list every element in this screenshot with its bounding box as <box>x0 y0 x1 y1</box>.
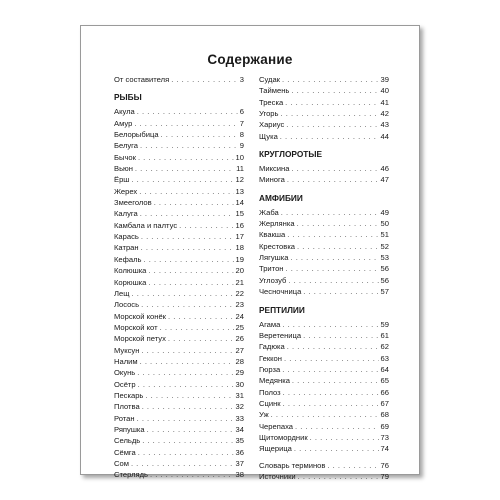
page-title: Содержание <box>207 52 293 67</box>
toc-entry-page: 30 <box>235 379 244 389</box>
toc-entry-name: Черепаха <box>259 421 294 431</box>
toc-entry-name: Белуга <box>114 141 139 151</box>
toc-entry[interactable] <box>114 106 244 117</box>
toc-entry[interactable] <box>114 152 244 163</box>
toc-entry[interactable] <box>259 174 389 185</box>
dot-leader <box>287 229 378 240</box>
toc-entry-name: Морской петух <box>114 334 166 344</box>
toc-entry[interactable] <box>114 174 244 185</box>
toc-entry-page: 73 <box>380 432 389 442</box>
toc-entry-page: 13 <box>235 186 244 196</box>
toc-entry-name: Калуга <box>114 209 138 219</box>
toc-entry-page: 63 <box>380 353 389 363</box>
toc-entry-name: Корюшка <box>114 277 147 287</box>
toc-entry-page: 64 <box>380 364 389 374</box>
dot-leader <box>287 174 379 185</box>
toc-entry-name: Щитомордник <box>259 432 308 442</box>
toc-entry-page: 39 <box>380 75 389 84</box>
dot-leader <box>282 364 378 375</box>
dot-leader <box>179 220 233 231</box>
toc-entry[interactable] <box>259 163 389 174</box>
dot-leader <box>287 341 379 352</box>
toc-entry-page: 9 <box>239 141 244 151</box>
toc-entry-page: 33 <box>235 413 244 423</box>
toc-entry[interactable] <box>259 263 389 274</box>
dot-leader <box>285 97 378 108</box>
dot-leader <box>286 119 378 130</box>
toc-entry-page: 29 <box>235 368 244 378</box>
toc-entry[interactable] <box>114 242 244 253</box>
toc-entry[interactable] <box>114 74 244 85</box>
toc-entry[interactable] <box>259 375 389 386</box>
toc-entry-page: 41 <box>380 97 389 107</box>
dot-leader <box>140 208 234 219</box>
toc-entry-page: 46 <box>380 164 389 174</box>
dot-leader <box>160 322 234 333</box>
toc-list <box>259 74 389 142</box>
toc-entry[interactable] <box>114 197 244 208</box>
toc-entry-page: 15 <box>235 209 244 219</box>
toc-entry-name: Сельдь <box>114 436 141 446</box>
dot-leader <box>298 471 379 482</box>
dot-leader <box>281 108 379 119</box>
dot-leader <box>138 447 234 458</box>
toc-list <box>259 207 389 298</box>
toc-entry-page: 67 <box>380 398 389 408</box>
section-heading: КРУГЛОРОТЫЕ <box>259 149 323 160</box>
toc-entry[interactable] <box>259 364 389 375</box>
dot-leader <box>137 367 233 378</box>
toc-entry[interactable] <box>114 231 244 242</box>
toc-entry-name: Лещ <box>114 288 130 298</box>
toc-entry-page: 21 <box>235 277 244 287</box>
toc-entry[interactable] <box>259 97 389 108</box>
toc-entry-page: 74 <box>380 444 389 454</box>
dot-leader <box>303 286 378 297</box>
dot-leader <box>284 353 379 364</box>
toc-entry-name: Камбала и палтус <box>114 220 178 230</box>
toc-entry-name: Жаба <box>259 207 279 217</box>
dot-leader <box>142 435 233 446</box>
toc-entry[interactable] <box>259 471 389 482</box>
toc-entry[interactable] <box>259 421 389 432</box>
toc-entry-page: 44 <box>380 131 389 141</box>
toc-entry[interactable] <box>114 288 244 299</box>
toc-entry-page: 59 <box>380 319 389 329</box>
toc-entry[interactable] <box>259 341 389 352</box>
toc-entry-page: 16 <box>235 220 244 230</box>
toc-entry-page: 43 <box>380 120 389 130</box>
dot-leader <box>271 409 379 420</box>
dot-leader <box>161 129 238 140</box>
toc-entry[interactable] <box>259 74 389 85</box>
toc-entry-name: Веретеница <box>259 330 302 340</box>
toc-entry[interactable] <box>259 460 389 471</box>
dot-leader <box>171 74 238 85</box>
toc-entry[interactable] <box>114 367 244 378</box>
dot-leader <box>290 252 378 263</box>
dot-leader <box>295 421 379 432</box>
toc-entry[interactable] <box>259 119 389 130</box>
toc-entry-name: Морской кот <box>114 322 158 332</box>
toc-entry-name: Морской конёк <box>114 311 167 321</box>
toc-entry-page: 34 <box>235 424 244 434</box>
toc-list <box>259 163 389 186</box>
toc-entry-name: Кефаль <box>114 254 142 264</box>
toc-entry-name: Пескарь <box>114 390 144 400</box>
toc-entry-page: 36 <box>235 447 244 457</box>
toc-entry-page: 52 <box>380 241 389 251</box>
toc-entry[interactable] <box>114 299 244 310</box>
toc-entry-name: Гадюка <box>259 342 285 352</box>
toc-entry-name: Источники <box>259 471 296 481</box>
toc-entry-page: 53 <box>380 253 389 263</box>
dot-leader <box>154 197 234 208</box>
dot-leader <box>283 387 379 398</box>
toc-entry-page: 12 <box>235 175 244 185</box>
dot-leader <box>294 443 379 454</box>
toc-entry[interactable] <box>259 398 389 409</box>
toc-entry-page: 3 <box>239 75 244 84</box>
toc-entry-page: 27 <box>235 345 244 355</box>
toc-entry[interactable] <box>114 435 244 446</box>
toc-entry[interactable] <box>259 131 389 142</box>
toc-entry-name: Агама <box>259 319 281 329</box>
toc-list <box>114 106 244 480</box>
toc-entry-name: Катран <box>114 243 139 253</box>
toc-entry-name: Амур <box>114 118 133 128</box>
toc-entry[interactable] <box>114 401 244 412</box>
dot-leader <box>291 85 378 96</box>
toc-entry[interactable] <box>114 220 244 231</box>
book-page <box>80 25 420 481</box>
toc-entry-name: Полоз <box>259 387 281 397</box>
dot-leader <box>137 413 234 424</box>
toc-entry-name: Квакша <box>259 230 286 240</box>
toc-entry-name: Хариус <box>259 120 285 130</box>
toc-entry-name: Сёмга <box>114 447 136 457</box>
toc-entry[interactable] <box>259 218 389 229</box>
dot-leader <box>148 277 233 288</box>
dot-leader <box>168 333 234 344</box>
toc-entry-page: 14 <box>235 198 244 208</box>
dot-leader <box>168 311 234 322</box>
toc-entry[interactable] <box>259 85 389 96</box>
toc-entry[interactable] <box>114 118 244 129</box>
toc-entry-page: 19 <box>235 254 244 264</box>
toc-entry[interactable] <box>259 241 389 252</box>
dot-leader <box>282 319 378 330</box>
dot-leader <box>280 131 379 142</box>
dot-leader <box>138 379 234 390</box>
toc-entry-page: 50 <box>380 219 389 229</box>
toc-entry-page: 66 <box>380 387 389 397</box>
toc-entry-name: Сцинк <box>259 398 281 408</box>
toc-entry[interactable] <box>259 286 389 297</box>
toc-entry-name: Налим <box>114 356 138 366</box>
toc-entry-page: 76 <box>380 460 389 470</box>
section-heading: РЫБЫ <box>114 92 142 103</box>
dot-leader <box>288 275 378 286</box>
toc-entry-name: Гюрза <box>259 364 281 374</box>
toc-entry-page: 37 <box>235 459 244 468</box>
section-heading: РЕПТИЛИИ <box>259 304 305 315</box>
toc-entry-name: Акула <box>114 107 135 117</box>
dot-leader <box>135 163 234 174</box>
dot-leader <box>281 207 379 218</box>
toc-entry-page: 8 <box>239 130 244 140</box>
dot-leader <box>150 469 234 480</box>
toc-entry-page: 26 <box>235 334 244 344</box>
toc-entry-page: 65 <box>380 376 389 386</box>
section-heading: АМФИБИИ <box>259 192 303 203</box>
dot-leader <box>140 140 238 151</box>
dot-leader <box>138 152 234 163</box>
toc-entry-page: 22 <box>235 288 244 298</box>
toc-entry[interactable] <box>114 345 244 356</box>
toc-entry-name: Стерлядь <box>114 470 148 480</box>
toc-entry-page: 56 <box>380 275 389 285</box>
toc-entry-name: Тритон <box>259 264 284 274</box>
dot-leader <box>147 424 234 435</box>
toc-entry[interactable] <box>114 265 244 276</box>
dot-leader <box>131 174 233 185</box>
toc-entry[interactable] <box>259 207 389 218</box>
dot-leader <box>141 231 234 242</box>
toc-entry-page: 17 <box>235 232 244 242</box>
toc-list <box>259 460 389 483</box>
toc-entry-page: 35 <box>235 436 244 446</box>
toc-entry-page: 25 <box>235 322 244 332</box>
toc-list <box>259 319 389 455</box>
toc-entry-page: 51 <box>380 230 389 240</box>
toc-entry[interactable] <box>114 277 244 288</box>
toc-entry[interactable] <box>114 458 244 469</box>
toc-entry[interactable] <box>259 443 389 454</box>
toc-entry[interactable] <box>114 254 244 265</box>
toc-entry-page: 56 <box>380 264 389 274</box>
toc-entry-name: Белорыбица <box>114 130 159 140</box>
toc-entry-page: 18 <box>235 243 244 253</box>
dot-leader <box>297 218 379 229</box>
toc-entry-page: 38 <box>235 470 244 480</box>
toc-entry-name: Треска <box>259 97 284 107</box>
toc-entry-name: Ротан <box>114 413 135 423</box>
toc-entry-page: 31 <box>235 390 244 400</box>
toc-left-column <box>114 74 244 481</box>
toc-entry-page: 6 <box>239 107 244 117</box>
toc-entry[interactable] <box>114 322 244 333</box>
toc-entry-name: Колюшка <box>114 266 147 276</box>
dot-leader <box>141 299 233 310</box>
toc-entry[interactable] <box>114 413 244 424</box>
toc-entry-page: 79 <box>380 471 389 481</box>
toc-entry[interactable] <box>114 333 244 344</box>
toc-entry-name: Сом <box>114 459 129 468</box>
dot-leader <box>139 186 233 197</box>
toc-entry[interactable] <box>114 208 244 219</box>
toc-entry-page: 57 <box>380 287 389 297</box>
toc-entry[interactable] <box>114 379 244 390</box>
toc-entry-page: 10 <box>235 152 244 162</box>
dot-leader <box>131 458 234 469</box>
toc-entry[interactable] <box>114 424 244 435</box>
dot-leader <box>148 265 233 276</box>
toc-entry-page: 32 <box>235 402 244 412</box>
dot-leader <box>327 460 378 471</box>
toc-entry-name: Миксина <box>259 164 290 174</box>
toc-entry[interactable] <box>259 353 389 364</box>
toc-entry-name: Словарь терминов <box>259 460 326 470</box>
toc-entry-name: Уж <box>259 410 269 420</box>
toc-entry-name: Бычок <box>114 152 136 162</box>
dot-leader <box>145 390 233 401</box>
toc-entry[interactable] <box>114 129 244 140</box>
toc-right-column <box>259 74 389 482</box>
toc-entry-name: Таймень <box>259 86 290 96</box>
toc-entry-page: 68 <box>380 410 389 420</box>
toc-entry-page: 47 <box>380 175 389 185</box>
toc-entry-page: 23 <box>235 300 244 310</box>
dot-leader <box>297 241 379 252</box>
toc-entry-page: 28 <box>235 356 244 366</box>
dot-leader <box>286 263 379 274</box>
toc-entry[interactable] <box>259 108 389 119</box>
toc-entry-page: 69 <box>380 421 389 431</box>
toc-entry[interactable] <box>114 356 244 367</box>
dot-leader <box>303 330 378 341</box>
toc-entry-page: 61 <box>380 330 389 340</box>
dot-leader <box>283 398 379 409</box>
toc-entry[interactable] <box>259 275 389 286</box>
toc-entry[interactable] <box>114 163 244 174</box>
toc-entry-name: Щука <box>259 131 278 141</box>
dot-leader <box>310 432 379 443</box>
toc-entry-name: Медянка <box>259 376 290 386</box>
toc-entry-name: Крестовка <box>259 241 296 251</box>
toc-entry-name: Углозуб <box>259 275 287 285</box>
toc-entry-name: Ряпушка <box>114 424 145 434</box>
toc-entry-name: Змееголов <box>114 198 152 208</box>
toc-entry-name: Осётр <box>114 379 136 389</box>
dot-leader <box>292 375 379 386</box>
toc-entry-name: Карась <box>114 232 139 242</box>
toc-entry-name: Плотва <box>114 402 140 412</box>
toc-entry[interactable] <box>259 409 389 420</box>
toc-entry[interactable] <box>259 252 389 263</box>
dot-leader <box>137 106 238 117</box>
toc-entry-name: Чесночница <box>259 287 302 297</box>
toc-entry[interactable] <box>259 330 389 341</box>
toc-entry-name: Ёрш <box>114 175 130 185</box>
toc-entry[interactable] <box>114 469 244 480</box>
toc-entry-name: Угорь <box>259 109 279 119</box>
toc-entry-name: Жерлянка <box>259 219 295 229</box>
toc-entry-page: 24 <box>235 311 244 321</box>
toc-entry-name: Минога <box>259 175 285 185</box>
toc-entry-page: 42 <box>380 109 389 119</box>
toc-entry-name: Лягушка <box>259 253 289 263</box>
dot-leader <box>140 356 234 367</box>
dot-leader <box>131 288 233 299</box>
dot-leader <box>144 254 234 265</box>
dot-leader <box>291 163 378 174</box>
toc-entry[interactable] <box>114 140 244 151</box>
toc-entry-page: 40 <box>380 86 389 96</box>
dot-leader <box>141 345 233 356</box>
toc-entry-name: Лосось <box>114 300 140 310</box>
toc-entry[interactable] <box>114 447 244 458</box>
toc-entry-page: 62 <box>380 342 389 352</box>
dot-leader <box>141 242 234 253</box>
toc-entry-page: 11 <box>236 164 244 174</box>
toc-entry-name: Муксун <box>114 345 140 355</box>
toc-entry[interactable] <box>259 387 389 398</box>
dot-leader <box>134 118 237 129</box>
dot-leader <box>142 401 234 412</box>
toc-entry-name: Судак <box>259 75 281 84</box>
toc-entry-name: Жерех <box>114 186 138 196</box>
toc-entry[interactable] <box>259 432 389 443</box>
toc-entry-page: 20 <box>235 266 244 276</box>
toc-entry[interactable] <box>259 229 389 240</box>
toc-entry-name: Геккон <box>259 353 282 363</box>
toc-entry-page: 7 <box>239 118 244 128</box>
toc-entry[interactable] <box>114 390 244 401</box>
toc-entry[interactable] <box>259 319 389 330</box>
toc-entry[interactable] <box>114 311 244 322</box>
dot-leader <box>282 74 379 85</box>
toc-entry-name: Ящерица <box>259 444 292 454</box>
toc-entry-page: 49 <box>380 207 389 217</box>
toc-entry-name: Вьюн <box>114 164 133 174</box>
toc-entry-name: От составителя <box>114 75 170 84</box>
toc-entry[interactable] <box>114 186 244 197</box>
toc-entry-name: Окунь <box>114 368 136 378</box>
